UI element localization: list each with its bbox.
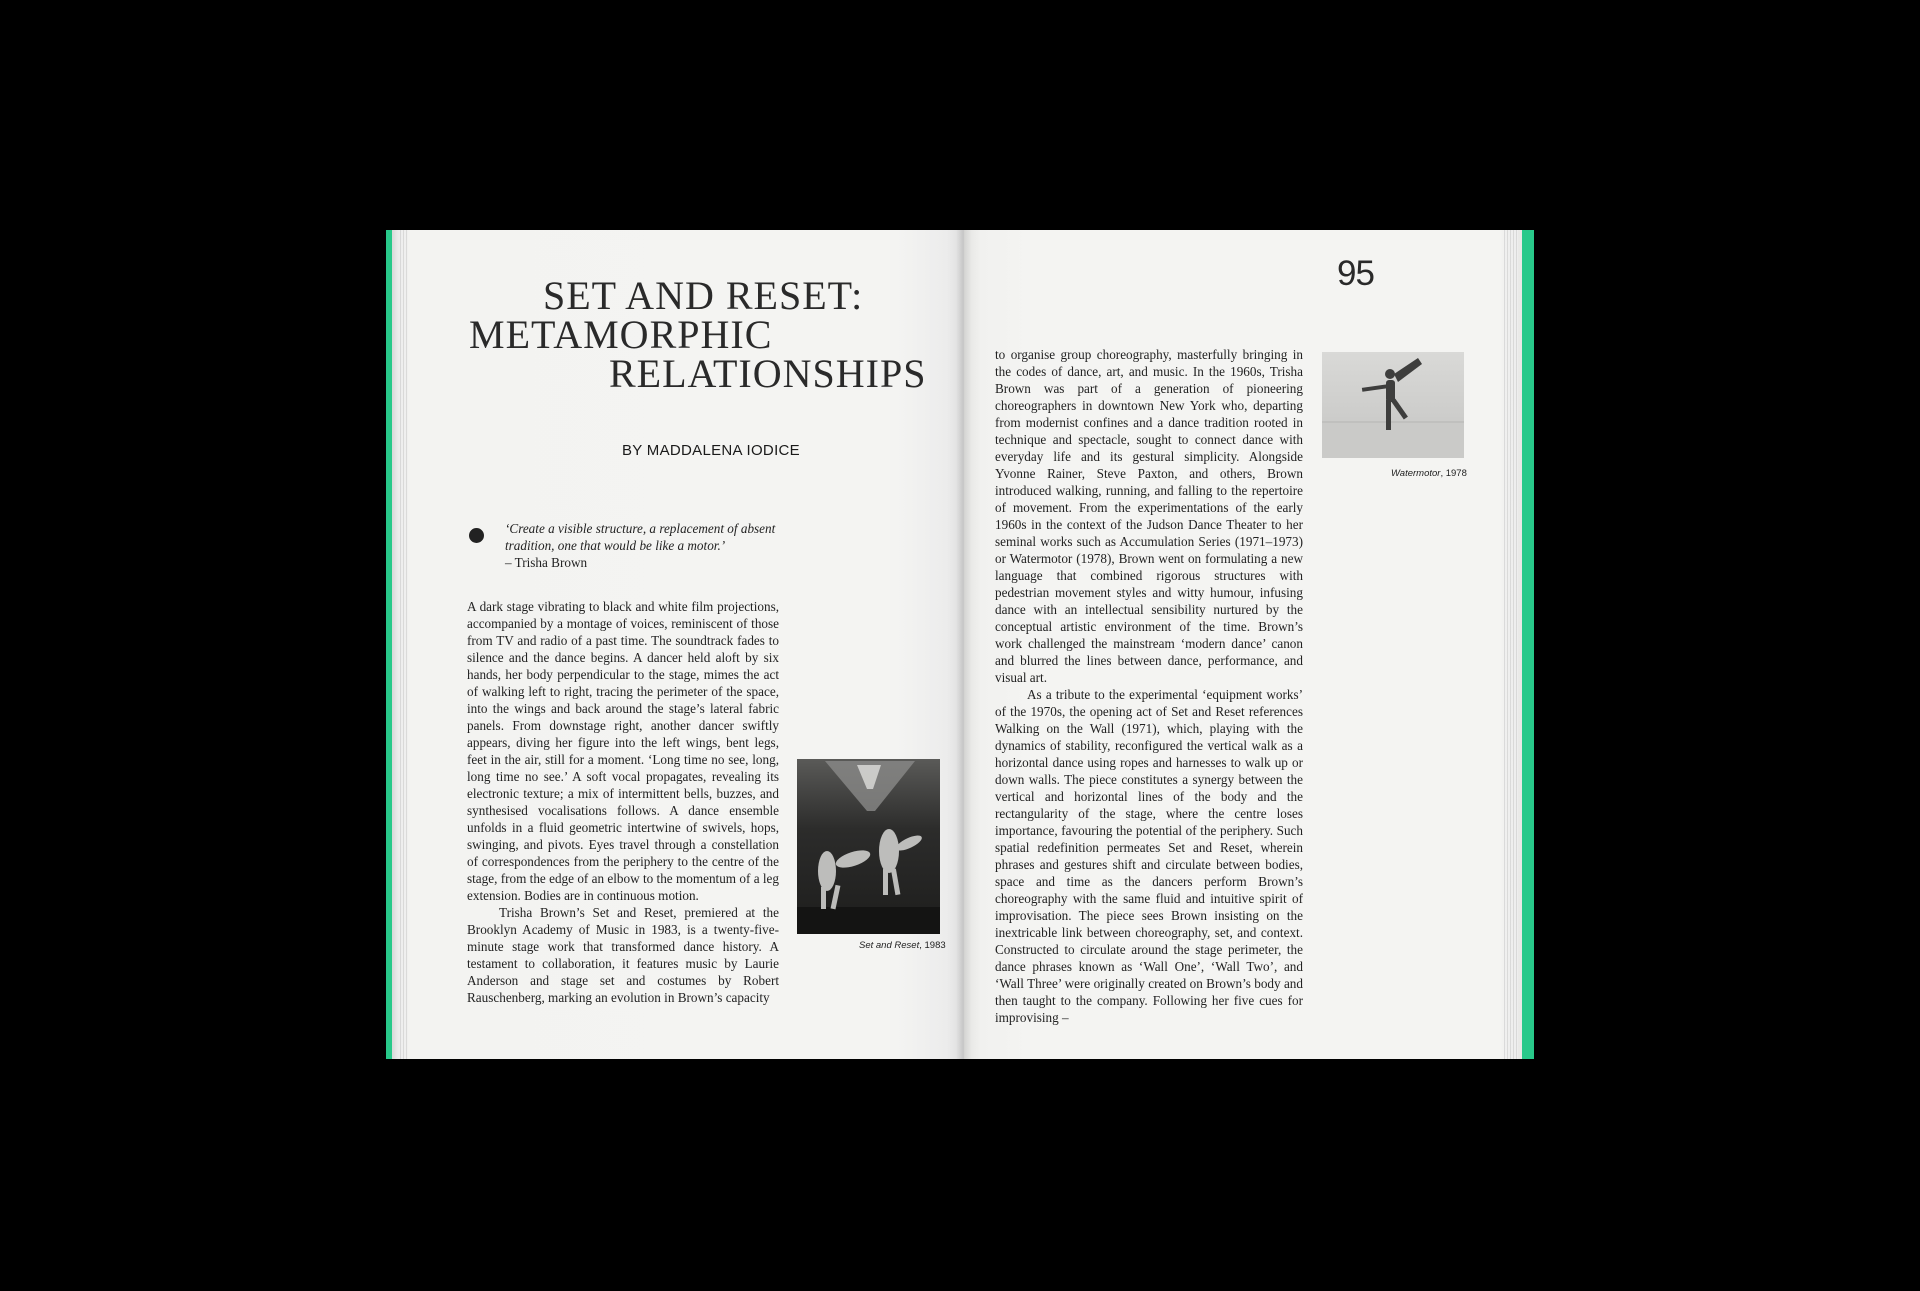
page-edge-left — [400, 230, 408, 1059]
paragraph: As a tribute to the experimental ‘equipment works’ of the 1970s, the opening act of Set and Reset references Walking on the Wall (1971), which, playing with the dynamics of stability, reconfigured the vertical walk as a horizontal dance using ropes and harnesses to walk up or down walls. The piece constitutes a synergy between the vertical and horizontal lines of the body and the rectangularity of the stage, where the centre loses importance, favouring the potential of the periphery. Such spatial redefinition permeates Set and Reset, wherein phrases and gestures shift and circulate between bodies, space and time as the dancers perform Brown’s choreography with the same fluid and intuitive spirit of improvisation. The piece sees Brown insisting on the inextricable link between choreography, set, and context. Constructed to circulate around the stage perimeter, the dance phrases known as ‘Wall One’, ‘Wall Two’, and ‘Wall Three’ were originally created on Brown’s body and then taught to the company. Following her five cues for improvising – — [995, 687, 1303, 1025]
epigraph-quote: ‘Create a visible structure, a replacement of absent tradition, one that would be like a motor.’ — [505, 521, 776, 553]
bullet-dot-icon — [469, 528, 484, 543]
paragraph: to organise group choreography, masterfully bringing in the codes of dance, art, and music. In the 1960s, Trisha Brown was part of a generation of pioneering choreographers in downtown New York who, departing from modernist confines and a dance tradition rooted in technique and spectacle, sought to connect dance with everyday life and its gestural simplicity. Alongside Yvonne Rainer, Steve Paxton, and others, Brown introduced walking, running, and falling to the repertoire of movement. From the experimentations of the early 1960s in the context of the Judson Dance Theater to her seminal works such as Accumulation Series (1971–1973) or Watermotor (1978), Brown went on formulating a new language that combined rigorous structures with pedestrian movement styles and witty humour, infusing dance with an intellectual sensibility nurtured by the conceptual artistic environment of the time. Brown’s work challenged the mainstream ‘modern dance’ canon and blurred the lines between dance, performance, and visual art. — [995, 347, 1303, 685]
photo-caption-set-and-reset — [859, 940, 946, 951]
caption-year: , 1978 — [1440, 468, 1467, 479]
byline: BY MADDALENA IODICE — [622, 442, 800, 459]
body-text-left-continued — [467, 904, 779, 1006]
epigraph-attribution: – Trisha Brown — [505, 555, 588, 570]
article-title-line-1: SET AND RESET: — [543, 273, 864, 318]
caption-title: Set and Reset — [859, 940, 920, 951]
article-title-line-2: METAMORPHIC — [469, 312, 773, 357]
dance-photo-set-and-reset — [797, 759, 940, 934]
epigraph — [505, 520, 795, 571]
paragraph: A dark stage vibrating to black and white film projections, accompanied by a montage of voices, reminiscent of those from TV and radio of a past time. The soundtrack fades to silence and the dance begins. A dancer held aloft by six hands, her body perpendicular to the stage, mimes the act of walking left to right, tracing the perimeter of the space, into the wings and back around the stage’s lateral fabric panels. From downstage right, another dancer swiftly appears, diving her figure into the left wings, bent legs, feet in the air, still for a moment. ‘Long time no see, long, long time no see.’ A soft vocal propagates, revealing its electronic texture; a mix of intermittent bells, buzzes, and synthesised vocalisations follows. A dance ensemble unfolds in a fluid geometric intertwine of swivels, hops, swinging, and pivots. Eyes travel through a constellation of correspondences from the periphery to the centre of the stage, from the edge of an elbow to the momentum of a leg extension. Bodies are in continuous motion. — [467, 599, 779, 903]
page-edge-right — [1504, 230, 1518, 1059]
dancer-photo-image — [1322, 352, 1464, 458]
caption-title: Watermotor — [1391, 468, 1441, 479]
caption-year: , 1983 — [919, 940, 946, 951]
body-text-left — [467, 598, 779, 904]
photo-caption-watermotor — [1391, 468, 1467, 479]
body-text-right — [995, 346, 1303, 1026]
dance-photo-watermotor — [1322, 352, 1464, 458]
book-gutter — [956, 230, 972, 1059]
article-title-line-3: RELATIONSHIPS — [609, 351, 927, 396]
page-number: 95 — [1337, 254, 1374, 293]
stage-photo-image — [797, 759, 940, 934]
paragraph: Trisha Brown’s Set and Reset, premiered at the Brooklyn Academy of Music in 1983, is a twenty-five-minute stage work that transformed dance history. A testament to collaboration, it features music by Laurie Anderson and stage set and costumes by Robert Rauschenberg, marking an evolution in Brown’s capacity — [467, 905, 779, 1005]
